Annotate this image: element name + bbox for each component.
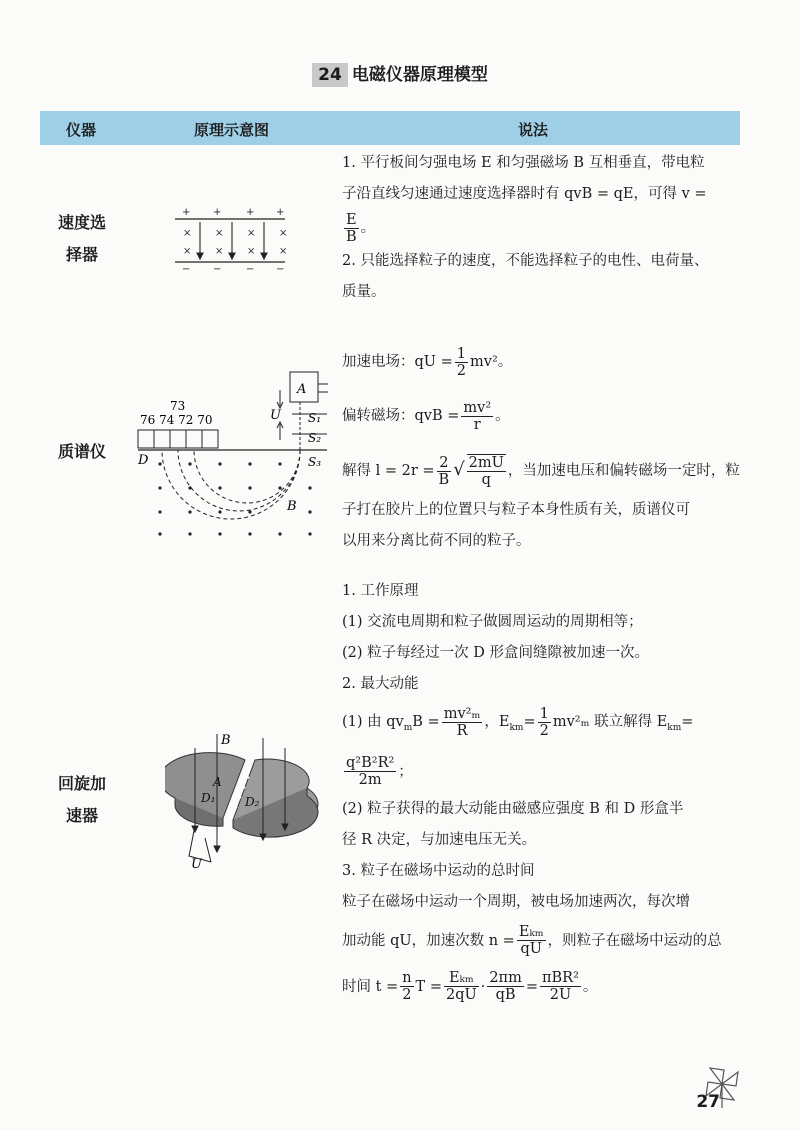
mass-spectrometer-text: 加速电场：qU = $\frac{1}{2}$ mv²。 偏转磁场：qvB = $\frac{\text{mv²}}{r}$ 。 解得 l = 2r = $\frac{2}{B}$ √ $\frac{2mU}{q}$ ，当加速电压和偏转磁场一定时，粒 子打在胶片上的位置只与粒子本身性质有关，质谱仪可 以用来分离比荷不同的粒子。 xyxy=(342,345,740,549)
svg-text:×: × xyxy=(247,228,256,239)
page-title xyxy=(0,60,800,87)
mass-label-73: 73 xyxy=(170,399,186,413)
fraction-e-over-b: $\frac{E}{B}$ xyxy=(346,211,357,245)
svg-text:×: × xyxy=(215,228,224,239)
svg-text:×: × xyxy=(183,228,192,239)
svg-text:S₃: S₃ xyxy=(308,455,322,469)
velocity-selector-diagram xyxy=(170,205,295,275)
svg-text:+: + xyxy=(276,207,285,218)
row-label-cyclotron: 回旋加 速器 xyxy=(57,774,106,825)
svg-text:×: × xyxy=(279,228,288,239)
svg-text:+: + xyxy=(213,207,222,218)
svg-text:×: × xyxy=(215,246,224,257)
row-label-velocity-selector: 速度选 择器 xyxy=(57,213,106,264)
svg-text:D: D xyxy=(138,453,149,468)
svg-text:D₁: D₁ xyxy=(201,791,216,805)
section-title: 电磁仪器原理模型 xyxy=(351,65,488,85)
row-label-mass-spectrometer: 质谱仪 xyxy=(57,442,106,461)
mass-spectrometer-diagram xyxy=(132,362,342,542)
svg-text:−: − xyxy=(182,264,191,275)
svg-text:×: × xyxy=(279,246,288,257)
svg-text:B: B xyxy=(221,733,231,748)
header-explanation: 说法 xyxy=(518,121,549,139)
section-number: 24 xyxy=(312,63,348,87)
svg-text:A: A xyxy=(297,382,307,397)
svg-text:A: A xyxy=(213,775,222,789)
svg-text:−: − xyxy=(246,264,255,275)
page-number: 27 xyxy=(696,1092,720,1112)
svg-text:+: + xyxy=(182,207,191,218)
header-instrument: 仪器 xyxy=(66,121,97,139)
svg-text:B: B xyxy=(287,499,297,514)
svg-text:U: U xyxy=(270,408,281,423)
svg-text:+: + xyxy=(246,207,255,218)
header-diagram: 原理示意图 xyxy=(194,121,270,139)
svg-text:U: U xyxy=(191,857,202,872)
mass-labels: 76 74 72 70 xyxy=(140,413,213,427)
svg-text:−: − xyxy=(276,264,285,275)
svg-text:D₂: D₂ xyxy=(245,795,260,809)
svg-text:−: − xyxy=(213,264,222,275)
svg-text:S₂: S₂ xyxy=(308,431,322,445)
cyclotron-diagram xyxy=(165,728,320,873)
svg-text:S₁: S₁ xyxy=(308,411,322,425)
svg-text:×: × xyxy=(247,246,256,257)
cyclotron-text: 1. 工作原理 (1) 交流电周期和粒子做圆周运动的周期相等； (2) 粒子每经过一次 D 形盒间缝隙被加速一次。 2. 最大动能 (1) 由 $qv_mB$ = $\frac{\text{mv²ₘ}}{R}$ ，$E_{km}=$ $\frac{1}{2}$ mv²ₘ 联立解得 $E_{km}=$ $\frac{\text{q²B²R²}}{2m}$ ； (2) 粒子获得的最大动能由磁感应强度 B 和 D 形盒半 径 R 决定，与加速电压无关。 3. 粒子在磁场中运动的总时间 粒子在磁场中运动一个周期，被电场加速两次，每次增 加动能 qU，加速次数 n = $\frac{\text{Eₖₘ}}{qU}$ ，则粒子在磁场中运动的总 时间 t = $\frac{n}{2}$ T = $\frac{\text{Eₖₘ}}{2qU}$ · $\frac{2\pi m}{qB}$ = $\frac{\text{πBR²}}{2U}$ 。 xyxy=(342,583,722,1004)
table-header xyxy=(40,111,740,145)
velocity-selector-text: 1. 平行板间匀强电场 E 和匀强磁场 B 互相垂直，带电粒 子沿直线匀速通过速度选择器时有 qvB = qE，可得 v = $\frac{E}{B}$ 。 2. 只能选择粒子的速度，不能选择粒子的电性、电荷量、 质量。 xyxy=(342,155,709,300)
svg-text:×: × xyxy=(183,246,192,257)
